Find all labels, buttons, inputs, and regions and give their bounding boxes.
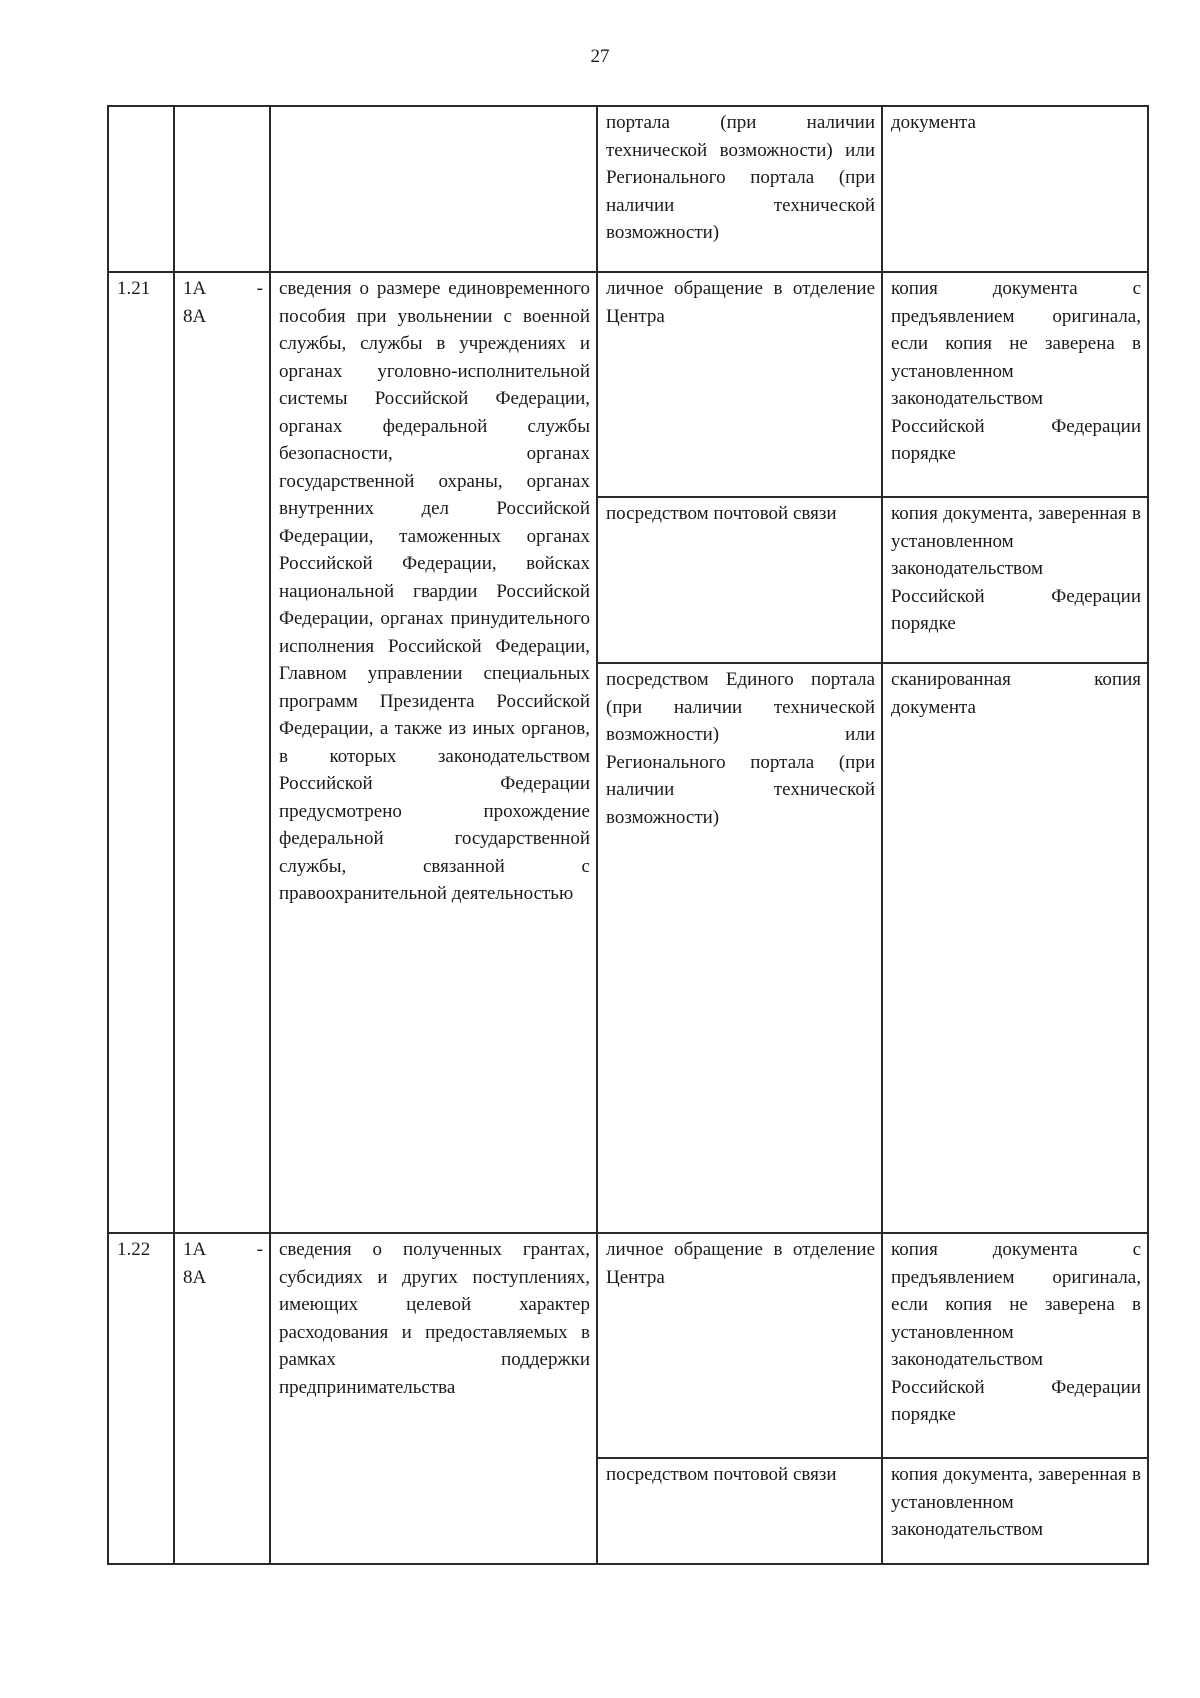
cell-document: сканированная копия документа: [882, 663, 1148, 1233]
code-dash: -: [256, 1239, 263, 1260]
code-dash: -: [256, 278, 263, 299]
cell-document: копия документа, заверенная в установленном законодательством: [882, 1458, 1148, 1564]
cell-method: портала (при наличии технической возможности) или Регионального портала (при наличии технической возможности): [597, 106, 882, 272]
code-from: 1А: [183, 278, 207, 299]
cell-method: посредством Единого портала (при наличии технической возможности) или Регионального портала (при наличии технической возможности): [597, 663, 882, 1233]
page-number: 27: [590, 46, 610, 67]
cell-info: сведения о полученных грантах, субсидиях и других поступлениях, имеющих целевой характер расходования и предоставляемых в рамках поддержки предпринимательства: [270, 1233, 597, 1564]
cell-info: сведения о размере единовременного пособия при увольнении с военной службы, службы в учреждениях и органах уголовно-исполнительной системы Российской Федерации, органах федеральной службы безопасности, органах государственной охраны, органах внутренних дел Российской Федерации, таможенных органах Российской Федерации, войсках национальной гвардии Российской Федерации, органах принудительного исполнения Российской Федерации, Главном управлении специальных программ Президента Российской Федерации, а также из иных органов, в которых законодательством Российской Федерации предусмотрено прохождение федеральной государственной службы, связанной с правоохранительной деятельностью: [270, 272, 597, 1233]
cell-method: личное обращение в отделение Центра: [597, 272, 882, 497]
cell-number: [108, 106, 174, 272]
table-row-1-21: [108, 272, 1148, 497]
cell-method: посредством почтовой связи: [597, 497, 882, 663]
cell-code: [174, 1233, 270, 1564]
cell-document: копия документа с предъявлением оригинала, если копия не заверена в установленном законодательством Российской Федерации порядке: [882, 272, 1148, 497]
cell-document: копия документа, заверенная в установленном законодательством Российской Федерации порядке: [882, 497, 1148, 663]
cell-document: документа: [882, 106, 1148, 272]
cell-code: [174, 106, 270, 272]
table-row-1-22: [108, 1233, 1148, 1458]
cell-document: копия документа с предъявлением оригинала, если копия не заверена в установленном законодательством Российской Федерации порядке: [882, 1233, 1148, 1458]
cell-method: посредством почтовой связи: [597, 1458, 882, 1564]
code-to: 8А: [183, 1266, 207, 1288]
document-table: [107, 105, 1149, 1565]
code-from: 1А: [183, 1239, 207, 1260]
cell-number: 1.21: [108, 272, 174, 1233]
cell-number: 1.22: [108, 1233, 174, 1564]
cell-code: [174, 272, 270, 1233]
cell-info: [270, 106, 597, 272]
code-to: 8А: [183, 305, 207, 327]
table-row-continuation: [108, 106, 1148, 272]
cell-method: личное обращение в отделение Центра: [597, 1233, 882, 1458]
